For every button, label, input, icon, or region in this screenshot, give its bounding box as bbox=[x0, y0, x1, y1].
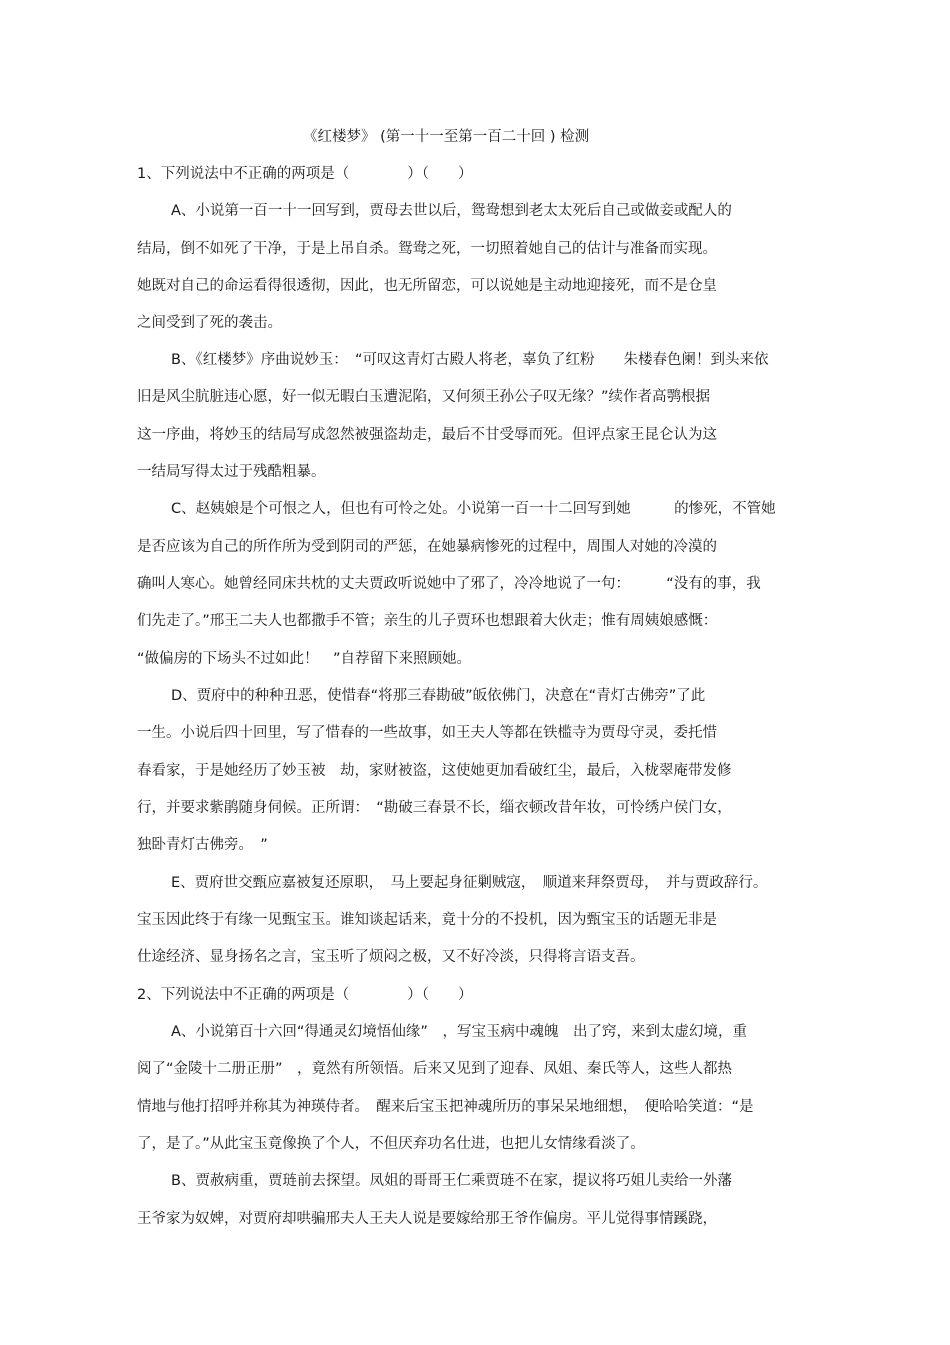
q2-option-a-line-2: 阅了“金陵十二册正册” ，竟然有所领悟。后来又见到了迎春、凤姐、秦氏等人，这些人都热 bbox=[137, 1061, 733, 1077]
q2-option-a-line-3: 情地与他打招呼并称其为神瑛侍者。 醒来后宝玉把神魂所历的事呆呆地细想， 便哈哈笑道：“是 bbox=[137, 1099, 754, 1115]
q1-option-e-line-2: 宝玉因此终于有缘一见甄宝玉。谁知谈起话来，竟十分的不投机，因为甄宝玉的话题无非是 bbox=[137, 912, 717, 928]
q1-option-e-line-1: E、贾府世交甄应嘉被复还原职， 马上要起身征剿贼寇， 顺道来拜祭贾母， 并与贾政辞行。 bbox=[171, 875, 768, 891]
q1-option-b-line-4: 一结局写得太过于残酷粗暴。 bbox=[137, 464, 326, 480]
q1-option-d-line-2: 一生。小说后四十回里，写了惜春的一些故事，如王夫人等都在铁槛寺为贾母守灵，委托惜 bbox=[137, 725, 717, 741]
q1-option-d-line-4: 行，并要求紫鹃随身伺候。正所谓： “勘破三春景不长，缁衣顿改昔年妆，可怜绣户侯门女， bbox=[137, 800, 732, 816]
question-2-stem: 2、下列说法中不正确的两项是（ ）（ ） bbox=[137, 987, 473, 1003]
q1-option-b-line-3: 这一序曲，将妙玉的结局写成忽然被强盗劫走，最后不甘受辱而死。但评点家王昆仑认为这 bbox=[137, 427, 717, 443]
q1-option-d-line-3: 春看家，于是她经历了妙玉被 劫，家财被盗，这使她更加看破红尘，最后，入栊翠庵带发修 bbox=[137, 763, 732, 779]
q1-option-c-line-2: 是否应该为自己的所作所为受到阴司的严惩，在她暴病惨死的过程中，周围人对她的冷漠的 bbox=[137, 539, 717, 555]
q1-option-a-line-4: 之间受到了死的袭击。 bbox=[137, 315, 282, 331]
q2-option-a-line-1: A、小说第百十六回“得通灵幻境悟仙缘” ，写宝玉病中魂魄 出了窍，来到太虚幻境，重 bbox=[171, 1024, 747, 1040]
q2-option-b-line-2: 王爷家为奴婢，对贾府却哄骗邢夫人王夫人说是要嫁给那王爷作偏房。平儿觉得事情蹊跷， bbox=[137, 1211, 717, 1227]
q1-option-e-line-3: 仕途经济、显身扬名之言，宝玉听了烦闷之极，又不好冷淡，只得将言语支吾。 bbox=[137, 949, 645, 965]
q1-option-b-line-2: 旧是风尘肮脏违心愿，好一似无暇白玉遭泥陷，又何须王孙公子叹无缘？”续作者高鹗根据 bbox=[137, 389, 711, 405]
q1-option-b-line-1: B、《红楼梦》序曲说妙玉： “可叹这青灯古殿人将老，辜负了红粉 朱楼春色阑！到头来依 bbox=[171, 352, 769, 368]
q1-option-a-line-1: A、小说第一百一十一回写到，贾母去世以后，鸳鸯想到老太太死后自己或做妾或配人的 bbox=[171, 203, 732, 219]
q1-option-d-line-5: 独卧青灯古佛旁。 ” bbox=[137, 837, 268, 853]
q1-option-a-line-2: 结局，倒不如死了干净，于是上吊自杀。鸳鸯之死，一切照着她自己的估计与准备而实现。 bbox=[137, 241, 717, 257]
page-title: 《红楼梦》 (第一十一至第一百二十回 ) 检测 bbox=[303, 129, 590, 145]
q2-option-b-line-1: B、贾赦病重，贾琏前去探望。凤姐的哥哥王仁乘贾琏不在家，提议将巧姐儿卖给一外藩 bbox=[171, 1173, 732, 1189]
q1-option-c-line-1: C、赵姨娘是个可恨之人，但也有可怜之处。小说第一百一十二回写到她 的惨死，不管她 bbox=[171, 501, 776, 517]
q1-option-c-line-4: 们先走了。”邢王二夫人也都撒手不管；亲生的儿子贾环也想跟着大伙走；惟有周姨娘感慨： bbox=[137, 613, 718, 629]
q1-option-c-line-3: 确叫人寒心。她曾经同床共枕的丈夫贾政听说她中了邪了，冷冷地说了一句： “没有的事，我 bbox=[137, 576, 761, 592]
q1-option-d-line-1: D、贾府中的种种丑恶，使惜春“将那三春勘破”皈依佛门，决意在“青灯古佛旁”了此 bbox=[171, 688, 706, 704]
q1-option-c-line-5: “做偏房的下场头不过如此！ ”自荐留下来照顾她。 bbox=[137, 651, 472, 667]
q2-option-a-line-4: 了，是了。”从此宝玉竟像换了个人，不但厌弃功名仕进，也把儿女情缘看淡了。 bbox=[137, 1136, 645, 1152]
question-1-stem: 1、下列说法中不正确的两项是（ ）（ ） bbox=[137, 166, 473, 182]
q1-option-a-line-3: 她既对自己的命运看得很透彻，因此，也无所留恋，可以说她是主动地迎接死，而不是仓皇 bbox=[137, 278, 717, 294]
